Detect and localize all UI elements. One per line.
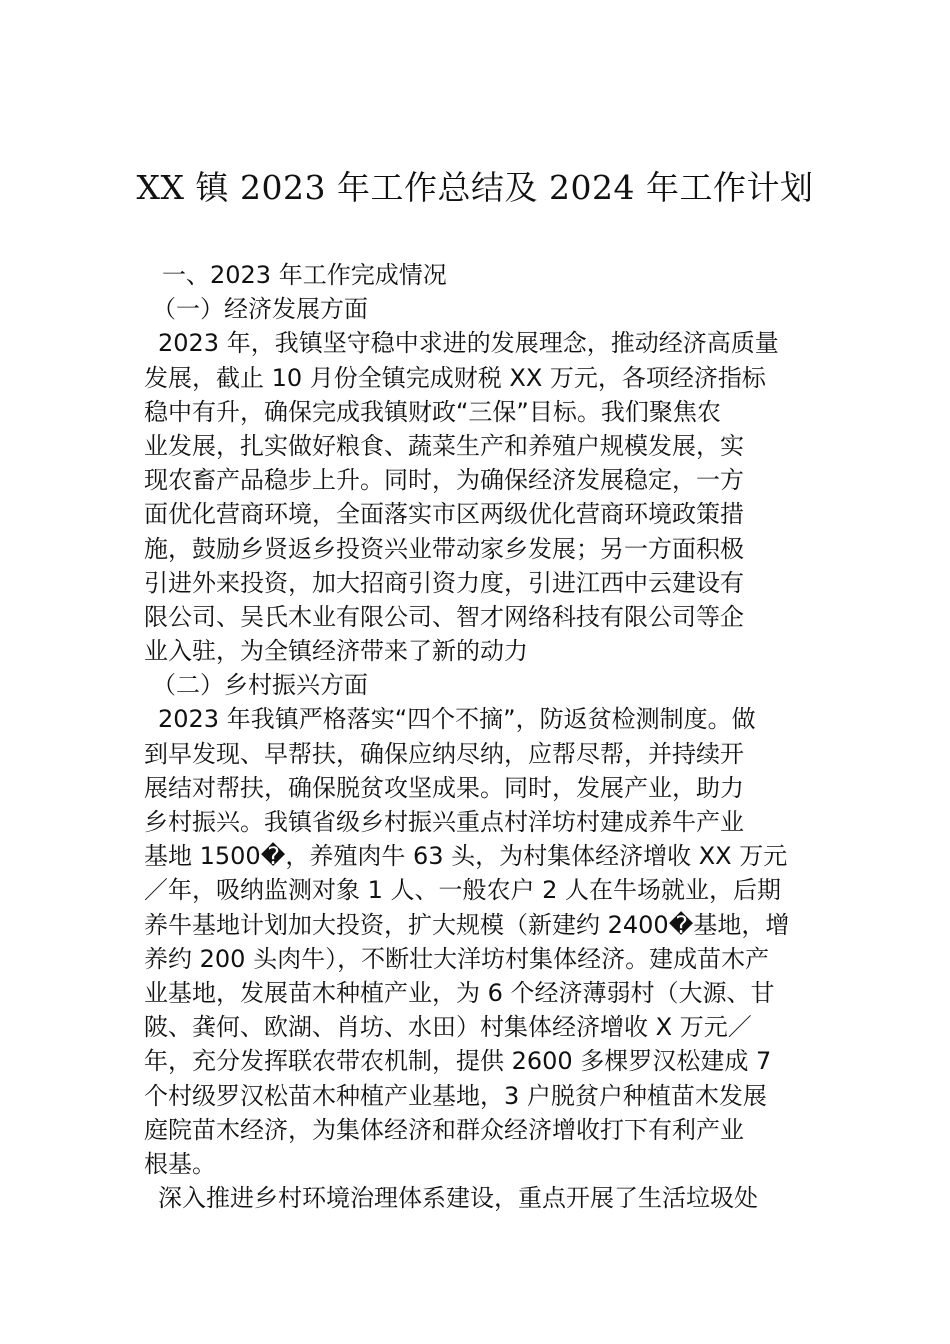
paragraph-line: 限公司、吴氏木业有限公司、智才网络科技有限公司等企 xyxy=(144,602,744,631)
document-body xyxy=(144,258,812,1215)
paragraph-line: 个村级罗汉松苗木种植产业基地，3 户脱贫户种植苗木发展 xyxy=(144,1081,767,1110)
section-heading-1: 一、2023 年工作完成情况 xyxy=(162,261,447,289)
paragraph-line: 业入驻，为全镇经济带来了新的动力 xyxy=(144,637,528,666)
paragraph-line: 基地 1500�，养殖肉牛 63 头，为村集体经济增收 XX 万元 xyxy=(144,842,788,871)
paragraph-line: 养约 200 头肉牛），不断壮大洋坊村集体经济。建成苗木产 xyxy=(144,944,770,973)
paragraph-line: 业基地，发展苗木种植产业，为 6 个经济薄弱村（大源、甘 xyxy=(144,978,775,1007)
paragraph-line: 施，鼓励乡贤返乡投资兴业带动家乡发展；另一方面积极 xyxy=(144,534,744,563)
paragraph-line: 年，充分发挥联农带农机制，提供 2600 多棵罗汉松建成 7 xyxy=(144,1047,772,1076)
paragraph-line: 2023 年，我镇坚守稳中求进的发展理念，推动经济高质量 xyxy=(158,329,779,358)
paragraph-line: 展结对帮扶，确保脱贫攻坚成果。同时，发展产业，助力 xyxy=(144,773,744,802)
paragraph-line: 稳中有升，确保完成我镇财政“三保”目标。我们聚焦农 xyxy=(144,397,721,426)
document-title: XX 镇 2023 年工作总结及 2024 年工作计划 xyxy=(136,168,814,207)
paragraph-line: 深入推进乡村环境治理体系建设，重点开展了生活垃圾处 xyxy=(158,1184,758,1213)
paragraph-line: ／年，吸纳监测对象 1 人、一般农户 2 人在牛场就业，后期 xyxy=(144,876,782,905)
subsection-heading-1: （一）经济发展方面 xyxy=(152,295,368,324)
paragraph-line: 2023 年我镇严格落实“四个不摘”，防返贫检测制度。做 xyxy=(158,705,756,734)
paragraph-line: 到早发现、早帮扶，确保应纳尽纳，应帮尽帮，并持续开 xyxy=(144,739,744,768)
paragraph-line: 乡村振兴。我镇省级乡村振兴重点村洋坊村建成养牛产业 xyxy=(144,808,744,836)
paragraph-line: 养牛基地计划加大投资，扩大规模（新建约 2400�基地，增 xyxy=(144,910,790,939)
paragraph-line: 陂、龚何、欧湖、肖坊、水田）村集体经济增收 X 万元／ xyxy=(144,1013,752,1042)
paragraph-line: 面优化营商环境，全面落实市区两级优化营商环境政策措 xyxy=(144,500,744,529)
subsection-heading-2: （二）乡村振兴方面 xyxy=(152,671,368,700)
paragraph-line: 发展，截止 10 月份全镇完成财税 XX 万元，各项经济指标 xyxy=(144,363,766,392)
paragraph-line: 业发展，扎实做好粮食、蔬菜生产和养殖户规模发展，实 xyxy=(144,431,744,460)
paragraph-line: 庭院苗木经济，为集体经济和群众经济增收打下有利产业 xyxy=(144,1115,744,1144)
paragraph-line: 现农畜产品稳步上升。同时，为确保经济发展稳定，一方 xyxy=(144,466,744,495)
paragraph-line: 引进外来投资，加大招商引资力度，引进江西中云建设有 xyxy=(144,568,744,597)
paragraph-line: 根基。 xyxy=(144,1149,216,1178)
